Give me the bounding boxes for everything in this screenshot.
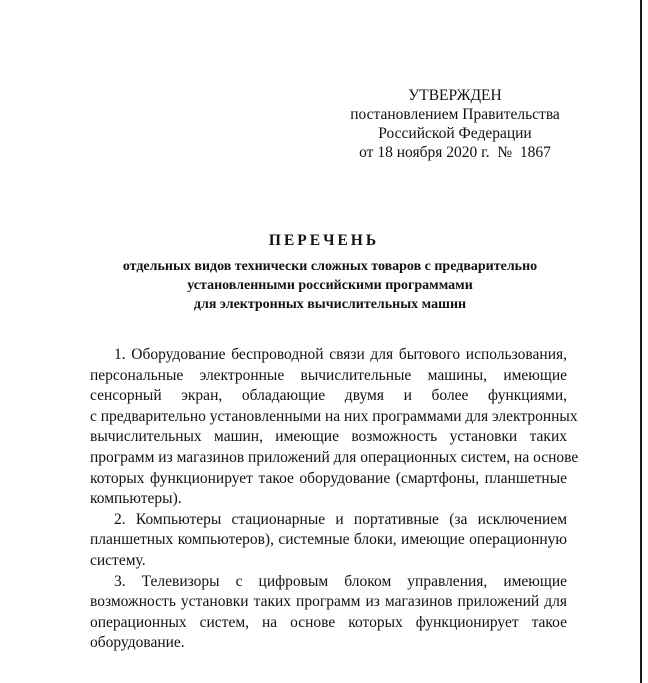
paragraph-line: компьютеры). bbox=[90, 490, 182, 508]
paragraph-line: 2. Компьютеры стационарные и портативные (за исключением bbox=[114, 510, 567, 528]
paragraph-line: 1. Оборудование беспроводной связи для бытового использования, bbox=[114, 346, 567, 363]
subtitle-line: отдельных видов технически сложных товаров с предварительно bbox=[122, 259, 538, 274]
approval-date-number: от 18 ноября 2020 г. № 1867 bbox=[359, 144, 551, 161]
paragraph-line: вычислительных машин, имеющие возможность установки таких bbox=[90, 428, 567, 446]
list-item-2 bbox=[90, 510, 567, 572]
paragraph-line: оборудование. bbox=[90, 634, 185, 652]
document-subtitle bbox=[60, 257, 600, 314]
paragraph-line: возможность установки таких программ из магазинов приложений для bbox=[90, 593, 567, 611]
subtitle-line: для электронных вычислительных машин bbox=[193, 297, 467, 312]
paragraph-line: сенсорный экран, обладающие двумя и более функциями, bbox=[90, 387, 567, 405]
list-item-1 bbox=[90, 345, 579, 510]
paragraph-line: планшетных компьютеров), системные блоки, имеющие операционную bbox=[90, 531, 567, 549]
approval-block bbox=[340, 86, 570, 162]
paragraph-line: программ из магазинов приложений для операционных систем, на основе bbox=[90, 448, 579, 466]
paragraph-line: операционных систем, на основе которых функционирует такое bbox=[90, 613, 567, 631]
paragraph-line: с предварительно установленными на них программами для электронных bbox=[90, 407, 578, 425]
page-edge-divider bbox=[640, 0, 642, 683]
subtitle-line: установленными российскими программами bbox=[187, 278, 473, 293]
document-body bbox=[90, 345, 579, 654]
paragraph-line: систему. bbox=[90, 551, 146, 569]
approval-heading: УТВЕРЖДЕН bbox=[408, 87, 502, 104]
paragraph-line: которых функционирует такое оборудование (смартфоны, планшетные bbox=[90, 469, 567, 487]
approval-country: Российской Федерации bbox=[378, 125, 532, 142]
paragraph-line: 3. Телевизоры с цифровым блоком управления, имеющие bbox=[114, 572, 567, 590]
list-item-3 bbox=[90, 572, 567, 654]
document-title: ПЕРЕЧЕНЬ bbox=[268, 232, 380, 249]
approval-issuer: постановлением Правительства bbox=[350, 106, 560, 123]
paragraph-line: персональные электронные вычислительные машины, имеющие bbox=[90, 366, 567, 384]
